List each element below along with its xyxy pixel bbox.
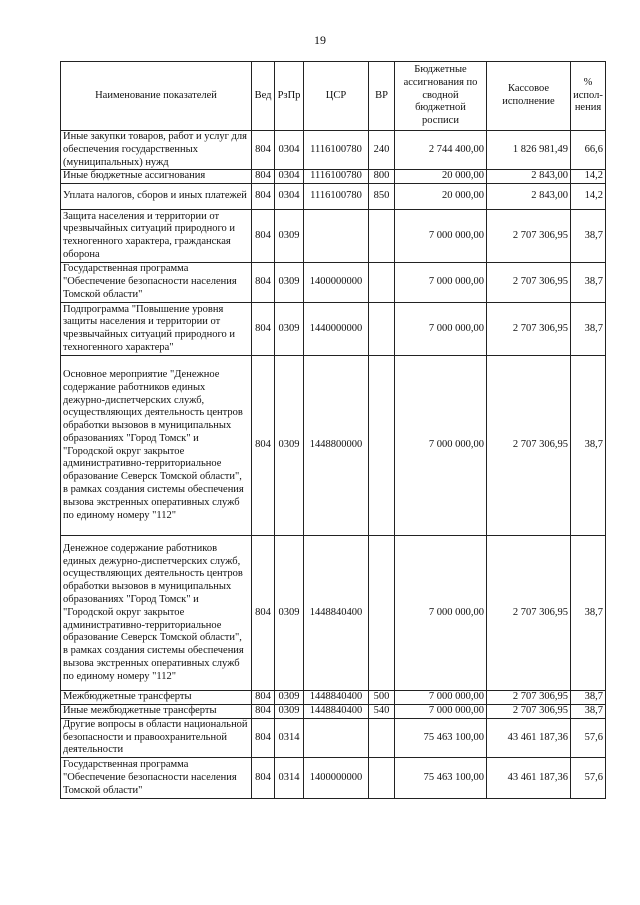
row-cash-execution: 2 707 306,95 [487, 536, 571, 691]
row-rzpr: 0309 [275, 303, 304, 356]
row-budget-allocation: 20 000,00 [395, 184, 487, 210]
row-vr: 850 [369, 184, 395, 210]
row-ved: 804 [252, 691, 275, 705]
row-csr: 1116100780 [304, 184, 369, 210]
row-name: Подпрограмма "Повышение уровня защиты населения и территории от чрезвычайных ситуаций природного и техногенного характера" [61, 303, 252, 356]
row-vr [369, 210, 395, 263]
header-ved: Вед [252, 62, 275, 131]
page-number: 19 [314, 33, 326, 47]
row-ved: 804 [252, 356, 275, 536]
row-budget-allocation: 75 463 100,00 [395, 718, 487, 757]
row-budget-allocation: 7 000 000,00 [395, 704, 487, 718]
row-vr: 540 [369, 704, 395, 718]
row-csr: 1448800000 [304, 356, 369, 536]
table-row [61, 758, 606, 799]
row-ved: 804 [252, 184, 275, 210]
row-rzpr: 0309 [275, 536, 304, 691]
row-execution-percent: 38,7 [571, 303, 606, 356]
row-cash-execution: 2 707 306,95 [487, 704, 571, 718]
row-ved: 804 [252, 131, 275, 170]
table-row [61, 704, 606, 718]
budget-table [60, 61, 606, 799]
row-name: Уплата налогов, сборов и иных платежей [61, 184, 252, 210]
header-cash-execution: Кассовое исполнение [487, 62, 571, 131]
table-row [61, 210, 606, 263]
table-row [61, 536, 606, 691]
row-name: Иные межбюджетные трансферты [61, 704, 252, 718]
row-rzpr: 0309 [275, 691, 304, 705]
row-name: Защита населения и территории от чрезвычайных ситуаций природного и техногенного характера, гражданская оборона [61, 210, 252, 263]
row-name: Другие вопросы в области национальной безопасности и правоохранительной деятельности [61, 718, 252, 757]
row-ved: 804 [252, 170, 275, 184]
row-name: Иные закупки товаров, работ и услуг для обеспечения государственных (муниципальных) нужд [61, 131, 252, 170]
row-csr: 1448840400 [304, 691, 369, 705]
header-csr: ЦСР [304, 62, 369, 131]
row-rzpr: 0314 [275, 718, 304, 757]
row-csr: 1116100780 [304, 170, 369, 184]
row-csr: 1448840400 [304, 536, 369, 691]
row-execution-percent: 38,7 [571, 210, 606, 263]
row-execution-percent: 38,7 [571, 704, 606, 718]
table-header-row [61, 62, 606, 131]
row-rzpr: 0304 [275, 131, 304, 170]
row-rzpr: 0309 [275, 356, 304, 536]
row-csr: 1448840400 [304, 704, 369, 718]
row-rzpr: 0304 [275, 170, 304, 184]
row-vr [369, 536, 395, 691]
row-vr [369, 356, 395, 536]
table-body [61, 131, 606, 799]
row-name: Иные бюджетные ассигнования [61, 170, 252, 184]
row-cash-execution: 2 707 306,95 [487, 263, 571, 303]
row-budget-allocation: 2 744 400,00 [395, 131, 487, 170]
row-csr: 1400000000 [304, 758, 369, 799]
row-execution-percent: 14,2 [571, 170, 606, 184]
row-budget-allocation: 7 000 000,00 [395, 210, 487, 263]
row-ved: 804 [252, 758, 275, 799]
row-vr [369, 758, 395, 799]
row-rzpr: 0314 [275, 758, 304, 799]
row-execution-percent: 38,7 [571, 356, 606, 536]
table-row [61, 131, 606, 170]
row-rzpr: 0309 [275, 263, 304, 303]
table-row [61, 303, 606, 356]
row-budget-allocation: 7 000 000,00 [395, 263, 487, 303]
header-execution-percent: % испол-нения [571, 62, 606, 131]
row-name: Государственная программа "Обеспечение безопасности населения Томской области" [61, 758, 252, 799]
row-cash-execution: 2 843,00 [487, 170, 571, 184]
row-vr [369, 718, 395, 757]
row-cash-execution: 2 707 306,95 [487, 356, 571, 536]
row-name: Государственная программа "Обеспечение безопасности населения Томской области" [61, 263, 252, 303]
table-row [61, 691, 606, 705]
row-csr [304, 210, 369, 263]
row-csr: 1440000000 [304, 303, 369, 356]
row-ved: 804 [252, 263, 275, 303]
row-name: Денежное содержание работников единых дежурно-диспетчерских служб, осуществляющих деятельность центров обработки вызовов в муниципальных образованиях "Город Томск" и "Городской округ закрытое административно-территориальное образование Северск Томской области", в рамках создания системы обеспечения вызова экстренных оперативных служб по единому номеру "112" [61, 536, 252, 691]
row-execution-percent: 57,6 [571, 718, 606, 757]
row-csr: 1400000000 [304, 263, 369, 303]
row-ved: 804 [252, 536, 275, 691]
table-row [61, 718, 606, 757]
table-row [61, 184, 606, 210]
row-execution-percent: 14,2 [571, 184, 606, 210]
row-csr [304, 718, 369, 757]
row-vr [369, 303, 395, 356]
row-execution-percent: 66,6 [571, 131, 606, 170]
row-execution-percent: 57,6 [571, 758, 606, 799]
row-name: Межбюджетные трансферты [61, 691, 252, 705]
table-row [61, 356, 606, 536]
row-budget-allocation: 75 463 100,00 [395, 758, 487, 799]
row-csr: 1116100780 [304, 131, 369, 170]
row-ved: 804 [252, 704, 275, 718]
row-cash-execution: 2 707 306,95 [487, 303, 571, 356]
row-name: Основное мероприятие "Денежное содержание работников единых дежурно-диспетчерских служб, осуществляющих деятельность центров обработки вызовов в муниципальных образованиях "Город Томск" и "Городской округ закрытое административно-территориальное образование Северск Томской области", в рамках создания системы обеспечения вызова экстренных оперативных служб по единому номеру "112" [61, 356, 252, 536]
row-ved: 804 [252, 210, 275, 263]
row-rzpr: 0309 [275, 704, 304, 718]
row-vr: 240 [369, 131, 395, 170]
row-execution-percent: 38,7 [571, 536, 606, 691]
row-vr [369, 263, 395, 303]
row-cash-execution: 1 826 981,49 [487, 131, 571, 170]
row-ved: 804 [252, 303, 275, 356]
row-rzpr: 0304 [275, 184, 304, 210]
header-rzpr: РзПр [275, 62, 304, 131]
row-budget-allocation: 20 000,00 [395, 170, 487, 184]
row-cash-execution: 2 707 306,95 [487, 210, 571, 263]
row-cash-execution: 43 461 187,36 [487, 758, 571, 799]
row-cash-execution: 2 707 306,95 [487, 691, 571, 705]
row-execution-percent: 38,7 [571, 691, 606, 705]
row-budget-allocation: 7 000 000,00 [395, 356, 487, 536]
row-vr: 500 [369, 691, 395, 705]
row-budget-allocation: 7 000 000,00 [395, 303, 487, 356]
header-vr: ВР [369, 62, 395, 131]
row-rzpr: 0309 [275, 210, 304, 263]
row-budget-allocation: 7 000 000,00 [395, 536, 487, 691]
row-vr: 800 [369, 170, 395, 184]
row-cash-execution: 2 843,00 [487, 184, 571, 210]
row-budget-allocation: 7 000 000,00 [395, 691, 487, 705]
row-ved: 804 [252, 718, 275, 757]
header-indicator-name: Наименование показателей [61, 62, 252, 131]
table-row [61, 170, 606, 184]
row-cash-execution: 43 461 187,36 [487, 718, 571, 757]
row-execution-percent: 38,7 [571, 263, 606, 303]
table-row [61, 263, 606, 303]
header-budget-allocations: Бюджетные ассигнования по сводной бюджетной росписи [395, 62, 487, 131]
